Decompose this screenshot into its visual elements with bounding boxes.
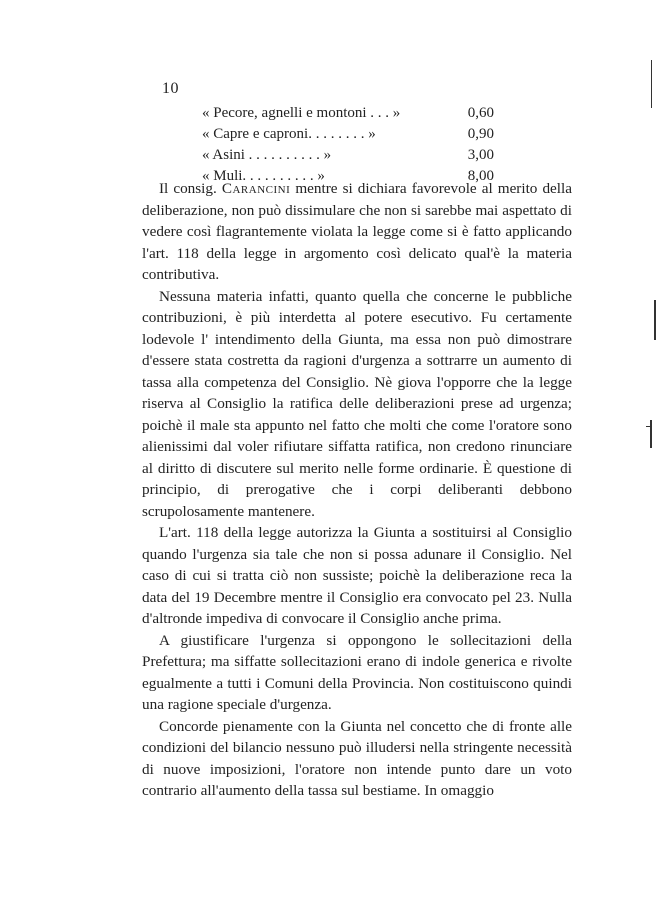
scan-mark — [650, 420, 652, 448]
paragraph-lead: Il consig. — [159, 180, 222, 197]
tariff-row — [202, 103, 494, 124]
paragraph: L'art. 118 della legge autorizza la Giunta a sostituirsi al Consiglio quando l'urgenza sia tale che non si possa adunare il Consiglio. Nel caso di cui si tratta ciò non sussiste; poichè la deliberazione reca la data del 19 Decembre mentre il Consiglio era convocato pel 23. Nulla d'altronde impediva di convocare il Consiglio anche prima. — [142, 524, 572, 627]
tariff-item: « Muli. . . . . . . . . . » — [202, 168, 325, 184]
paragraph: Concorde pienamente con la Giunta nel concetto che di fronte alle condizioni del bilancio nessuno può illudersi nella stringente necessità di nuove imposizioni, l'oratore non intende punto dare un voto contrario all'aumento della tassa sul bestiame. In omaggio — [142, 717, 572, 799]
scan-mark — [654, 300, 656, 340]
tariff-value: 3,00 — [467, 147, 494, 163]
paragraph — [142, 178, 572, 286]
paragraph-body: mentre si dichiara favorevole al merito della deliberazione, non può dissimulare che non si sarebbe mai aspettato di vedere così flagrantemente violata la legge come si è fatto applicando l'art. 118 della legge in argomento così delicato qual'è la materia contributiva. — [142, 180, 572, 283]
tariff-item: « Asini . . . . . . . . . . » — [202, 147, 332, 163]
scan-mark — [651, 60, 652, 108]
tariff-value: 0,60 — [467, 105, 494, 121]
tariff-row — [202, 124, 494, 145]
tariff-item: « Pecore, agnelli e montoni . . . » — [202, 105, 401, 121]
paragraph: A giustificare l'urgenza si oppongono le sollecitazioni della Prefettura; ma siffatte sollecitazioni erano di indole generica e rivolte egualmente a tutti i Comuni della Provincia. Non costituiscono quindi una ragione speciale d'urgenza. — [142, 631, 572, 713]
tariff-value: 0,90 — [467, 126, 494, 142]
tariff-list — [202, 103, 494, 187]
page-number: 10 — [162, 80, 179, 97]
tariff-value: 8,00 — [467, 168, 494, 184]
councillor-name: Carancini — [221, 180, 291, 197]
scan-mark — [646, 426, 652, 427]
tariff-row — [202, 145, 494, 166]
tariff-item: « Capre e caproni. . . . . . . . » — [202, 126, 376, 142]
body-text — [142, 178, 572, 802]
paragraph: Nessuna materia infatti, quanto quella che concerne le pubbliche contribuzioni, è più interdetta al potere esecutivo. Fu certamente lodevole l' intendimento della Giunta, ma essa non può dimostrare d'essere stata costretta da ragioni d'urgenza a sottrarre un aumento di tassa alla competenza del Consiglio. Nè giova l'opporre che la legge riserva al Consiglio la ratifica delle deliberazioni prese ad urgenza; poichè il male sta appunto nel fatto che molti che come l'oratore sono alienissimi dal voler rifiutare siffatta ratifica, non credono rinunciare al diritto di discutere sul merito nelle forme ordinarie. È questione di principio, di prerogative che i corpi deliberanti debbono scrupolosamente mantenere. — [142, 287, 572, 520]
